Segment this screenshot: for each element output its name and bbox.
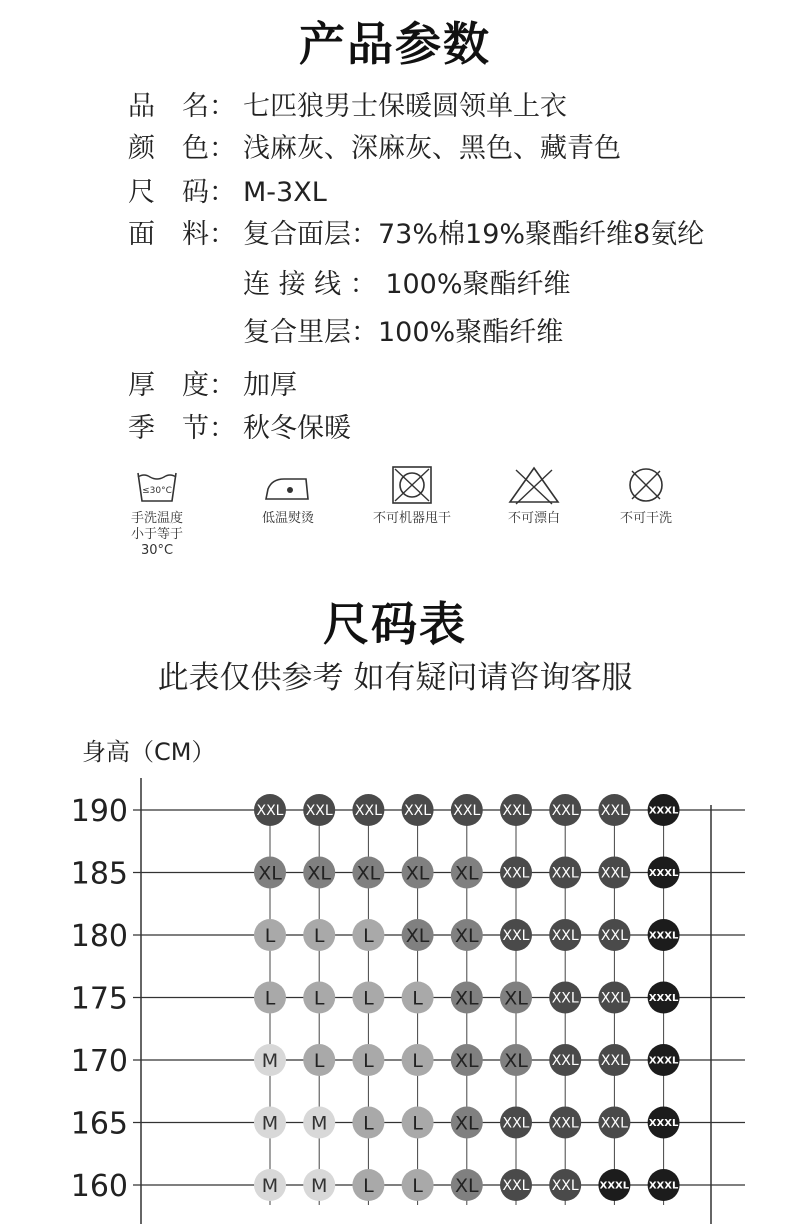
care-label: 手洗温度 小于等于 30°C (130, 511, 183, 558)
wash-temp-text: ≤30°C (142, 486, 172, 496)
care-item-no-tumble (352, 465, 472, 527)
size-label: XXXL (648, 868, 679, 880)
size-label: XL (454, 987, 479, 1010)
spec-value: 七匹狼男士保暖圆领单上衣 (243, 91, 567, 122)
size-label: XL (454, 1112, 479, 1135)
size-label: M (310, 1112, 328, 1135)
size-label: XXL (502, 865, 530, 882)
spec-value: 复合面层：73%棉19%聚酯纤维8氨纶 (243, 219, 705, 250)
care-label: 低温熨烫 (261, 511, 314, 526)
size-label: XL (405, 862, 430, 885)
size-label: XXL (600, 1053, 628, 1070)
spec-value: 浅麻灰、深麻灰、黑色、藏青色 (243, 133, 621, 164)
size-label: L (412, 1174, 423, 1197)
size-label: XXL (600, 1115, 628, 1132)
size-label: XL (258, 862, 282, 885)
size-label: L (412, 987, 423, 1010)
size-label: XXL (502, 1178, 530, 1195)
size-label: L (313, 1049, 325, 1072)
spec-label: 颜 色： (128, 133, 236, 164)
size-label: XL (454, 924, 479, 947)
height-tick-label: 185 (70, 856, 128, 892)
size-label: XXL (600, 928, 628, 945)
hand-wash-icon (132, 465, 182, 505)
size-label: XL (454, 1174, 479, 1197)
size-label: XXL (600, 803, 628, 820)
size-label: L (264, 987, 276, 1010)
spec-row-fabric (128, 212, 704, 251)
size-label: M (310, 1174, 328, 1197)
size-chart-grid (0, 730, 790, 1224)
size-label: L (264, 924, 276, 947)
y-axis-label: 身高（CM） (82, 738, 216, 766)
spec-label: 尺 码： (128, 177, 236, 208)
no-tumble-dry-icon (387, 465, 437, 505)
size-label: L (363, 1049, 374, 1072)
size-label: XXL (551, 803, 579, 820)
size-label: L (412, 1049, 423, 1072)
no-bleach-icon (506, 465, 562, 505)
size-label: XL (504, 1049, 528, 1072)
size-label: XXL (551, 1178, 579, 1195)
height-tick-label: 160 (70, 1169, 128, 1204)
size-label: M (261, 1049, 279, 1072)
size-chart-subtitle: 此表仅供参考 如有疑问请咨询客服 (157, 660, 633, 696)
size-label: XXL (551, 990, 579, 1007)
size-label: XXXL (648, 1055, 679, 1067)
height-tick-label: 170 (70, 1044, 128, 1079)
size-label: XXXL (648, 930, 679, 942)
size-label: L (412, 1112, 423, 1135)
size-label: XXL (551, 1115, 579, 1132)
care-item-no-bleach (474, 465, 594, 527)
size-label: L (363, 987, 374, 1010)
care-item-no-dry-clean (586, 465, 706, 527)
fabric-connect-line: 连 接 线 ： 100%聚酯纤维 (243, 269, 571, 300)
size-label: XXL (551, 865, 579, 882)
spec-value: 秋冬保暖 (243, 413, 351, 444)
size-label: XL (504, 987, 528, 1010)
size-label: L (313, 987, 325, 1010)
spec-row-thickness (128, 363, 297, 402)
size-label: XXXL (648, 1180, 679, 1192)
size-label: L (363, 924, 374, 947)
size-label: XXL (502, 803, 530, 820)
spec-label: 厚 度： (128, 370, 236, 401)
size-chart-title: 尺码表 (323, 597, 467, 651)
spec-value: 加厚 (243, 370, 297, 401)
fabric-inner-layer: 复合里层：100%聚酯纤维 (243, 317, 564, 348)
size-label: XXL (404, 803, 432, 820)
size-label: XXL (502, 928, 530, 945)
size-label: XXXL (648, 805, 679, 817)
care-label: 不可机器甩干 (372, 511, 451, 526)
low-temp-iron-icon (260, 465, 316, 505)
size-label: XL (307, 862, 332, 885)
care-label: 不可干洗 (619, 511, 672, 526)
size-label: L (363, 1112, 374, 1135)
size-label: XL (405, 924, 430, 947)
size-label: XXL (453, 803, 481, 820)
height-tick-label: 190 (70, 794, 128, 829)
size-label: L (363, 1174, 374, 1197)
spec-label: 面 料： (128, 219, 236, 250)
no-dry-clean-icon (621, 465, 671, 505)
size-label: XXL (600, 865, 628, 882)
spec-label: 季 节： (128, 413, 236, 444)
size-label: XL (356, 862, 381, 885)
care-item-iron (228, 465, 348, 527)
size-label: XXL (551, 1053, 579, 1070)
spec-row-size (128, 170, 327, 209)
size-label: XL (454, 1049, 479, 1072)
height-tick-label: 180 (70, 919, 128, 954)
size-label: XXL (354, 803, 382, 820)
care-item-hand-wash (97, 465, 217, 559)
height-tick-label: 165 (70, 1106, 128, 1142)
care-label: 不可漂白 (507, 511, 560, 526)
size-label: XXL (502, 1115, 530, 1132)
size-label: XXL (256, 803, 284, 820)
size-label: XXL (305, 803, 333, 820)
product-params-title: 产品参数 (299, 17, 491, 71)
size-label: XXXL (648, 993, 679, 1005)
size-label: XXXL (648, 1118, 679, 1130)
height-tick-label: 175 (70, 981, 128, 1017)
size-label: XXL (600, 990, 628, 1007)
size-label: L (313, 924, 325, 947)
spec-label: 品 名： (128, 91, 236, 122)
size-label: XXL (551, 928, 579, 945)
spec-value: M-3XL (243, 177, 327, 208)
spec-row-season (128, 406, 351, 445)
spec-row-name (128, 84, 567, 123)
size-label: M (261, 1174, 279, 1197)
size-label: XXXL (599, 1180, 630, 1192)
spec-row-color (128, 126, 621, 165)
size-label: XL (454, 862, 479, 885)
size-label: M (261, 1112, 279, 1135)
